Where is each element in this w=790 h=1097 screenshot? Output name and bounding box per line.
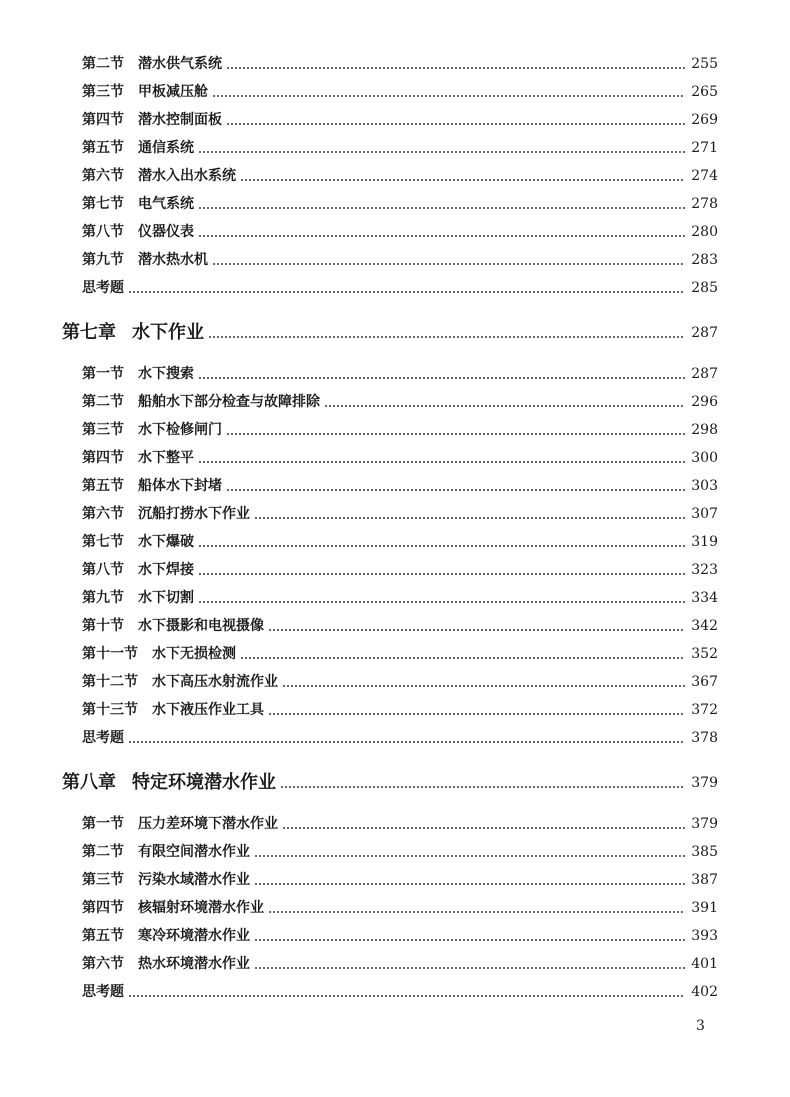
- section-entry: [82, 108, 718, 132]
- dot-leader: [282, 827, 685, 829]
- section-number: 第十二节: [82, 674, 138, 690]
- page-reference: 387: [691, 872, 718, 888]
- page-reference: 391: [691, 900, 718, 916]
- page-reference: 393: [691, 928, 718, 944]
- section-number: 第九节: [82, 590, 124, 606]
- section-title: 水下焊接: [138, 562, 194, 578]
- chapter-number: 第八章: [62, 772, 116, 793]
- dot-leader: [268, 713, 685, 715]
- section-entry: [82, 80, 718, 104]
- section-entry: [82, 220, 718, 244]
- section-number: 第二节: [82, 394, 124, 410]
- section-number: 第七节: [82, 196, 124, 212]
- review-questions-entry: [82, 980, 718, 1004]
- chapter-entry: [62, 771, 718, 795]
- section-entry: [82, 446, 718, 470]
- section-title: 污染水域潜水作业: [138, 872, 250, 888]
- section-title: 潜水控制面板: [138, 112, 222, 128]
- section-title: 水下整平: [138, 450, 194, 466]
- section-title: 压力差环境下潜水作业: [138, 816, 278, 832]
- section-entry: [82, 924, 718, 948]
- chapter-title: 特定环境潜水作业: [132, 772, 276, 793]
- section-title: 船舶水下部分检查与故障排除: [138, 394, 320, 410]
- section-number: 第十三节: [82, 702, 138, 718]
- section-number: 第九节: [82, 252, 124, 268]
- section-title: 水下爆破: [138, 534, 194, 550]
- page-reference: 287: [691, 366, 718, 382]
- section-title: 水下摄影和电视摄像: [138, 618, 264, 634]
- dot-leader: [198, 573, 685, 575]
- chapter-number: 第七章: [62, 322, 116, 343]
- section-title: 水下高压水射流作业: [152, 674, 278, 690]
- review-questions-entry: [82, 276, 718, 300]
- dot-leader: [254, 939, 685, 941]
- section-title: 电气系统: [138, 196, 194, 212]
- section-entry: [82, 868, 718, 892]
- dot-leader: [128, 291, 685, 293]
- dot-leader: [254, 855, 685, 857]
- section-entry: [82, 642, 718, 666]
- dot-leader: [212, 95, 685, 97]
- page-reference: 342: [691, 618, 718, 634]
- section-title: 潜水入出水系统: [138, 168, 236, 184]
- section-number: 第六节: [82, 506, 124, 522]
- dot-leader: [226, 489, 685, 491]
- dot-leader: [198, 207, 685, 209]
- dot-leader: [198, 151, 685, 153]
- section-number: 第三节: [82, 872, 124, 888]
- section-number: 第五节: [82, 478, 124, 494]
- section-number: 第四节: [82, 450, 124, 466]
- dot-leader: [198, 235, 685, 237]
- page-reference: 278: [691, 196, 718, 212]
- dot-leader: [324, 405, 685, 407]
- page-reference: 283: [691, 252, 718, 268]
- chapter-entry: [62, 321, 718, 345]
- page-reference: 352: [691, 646, 718, 662]
- page-number: 3: [696, 1018, 705, 1034]
- page-reference: 296: [691, 394, 718, 410]
- page-reference: 285: [691, 280, 718, 296]
- section-entry: [82, 248, 718, 272]
- dot-leader: [282, 685, 685, 687]
- dot-leader: [198, 545, 685, 547]
- dot-leader: [212, 263, 685, 265]
- section-title: 水下切割: [138, 590, 194, 606]
- section-number: 思考题: [82, 280, 124, 296]
- section-entry: [82, 52, 718, 76]
- review-questions-entry: [82, 726, 718, 750]
- page-reference: 280: [691, 224, 718, 240]
- page-reference: 300: [691, 450, 718, 466]
- page-reference: 255: [691, 56, 718, 72]
- section-title: 通信系统: [138, 140, 194, 156]
- section-title: 水下检修闸门: [138, 422, 222, 438]
- section-number: 第二节: [82, 56, 124, 72]
- section-number: 第四节: [82, 112, 124, 128]
- page-reference: 379: [691, 775, 718, 791]
- section-title: 核辐射环境潜水作业: [138, 900, 264, 916]
- section-title: 甲板减压舱: [138, 84, 208, 100]
- dot-leader: [268, 911, 685, 913]
- section-title: 有限空间潜水作业: [138, 844, 250, 860]
- section-entry: [82, 390, 718, 414]
- section-number: 第三节: [82, 422, 124, 438]
- dot-leader: [226, 433, 685, 435]
- dot-leader: [254, 883, 685, 885]
- page-reference: 323: [691, 562, 718, 578]
- section-number: 思考题: [82, 730, 124, 746]
- section-entry: [82, 136, 718, 160]
- page-reference: 298: [691, 422, 718, 438]
- section-number: 思考题: [82, 984, 124, 1000]
- dot-leader: [198, 601, 685, 603]
- page-reference: 402: [691, 984, 718, 1000]
- section-number: 第七节: [82, 534, 124, 550]
- dot-leader: [226, 67, 685, 69]
- page-reference: 265: [691, 84, 718, 100]
- section-number: 第六节: [82, 956, 124, 972]
- page-reference: 287: [691, 325, 718, 341]
- section-number: 第十一节: [82, 646, 138, 662]
- dot-leader: [240, 179, 685, 181]
- page-reference: 307: [691, 506, 718, 522]
- section-number: 第一节: [82, 816, 124, 832]
- section-title: 水下搜索: [138, 366, 194, 382]
- dot-leader: [254, 517, 685, 519]
- dot-leader: [226, 123, 685, 125]
- section-number: 第八节: [82, 562, 124, 578]
- section-entry: [82, 896, 718, 920]
- page-reference: 269: [691, 112, 718, 128]
- section-title: 水下无损检测: [152, 646, 236, 662]
- section-title: 热水环境潜水作业: [138, 956, 250, 972]
- section-title: 潜水供气系统: [138, 56, 222, 72]
- dot-leader: [268, 629, 685, 631]
- section-title: 潜水热水机: [138, 252, 208, 268]
- section-entry: [82, 840, 718, 864]
- section-entry: [82, 474, 718, 498]
- section-title: 沉船打捞水下作业: [138, 506, 250, 522]
- section-entry: [82, 698, 718, 722]
- section-title: 寒冷环境潜水作业: [138, 928, 250, 944]
- section-number: 第三节: [82, 84, 124, 100]
- section-entry: [82, 502, 718, 526]
- dot-leader: [128, 995, 685, 997]
- dot-leader: [208, 336, 685, 338]
- section-number: 第二节: [82, 844, 124, 860]
- dot-leader: [198, 377, 685, 379]
- section-entry: [82, 952, 718, 976]
- section-entry: [82, 362, 718, 386]
- dot-leader: [128, 741, 685, 743]
- section-entry: [82, 558, 718, 582]
- page-reference: 319: [691, 534, 718, 550]
- section-entry: [82, 164, 718, 188]
- page-reference: 385: [691, 844, 718, 860]
- section-entry: [82, 192, 718, 216]
- section-number: 第五节: [82, 928, 124, 944]
- section-entry: [82, 614, 718, 638]
- section-title: 仪器仪表: [138, 224, 194, 240]
- section-number: 第八节: [82, 224, 124, 240]
- chapter-title: 水下作业: [132, 322, 204, 343]
- section-title: 船体水下封堵: [138, 478, 222, 494]
- dot-leader: [240, 657, 685, 659]
- page-reference: 271: [691, 140, 718, 156]
- section-title: 水下液压作业工具: [152, 702, 264, 718]
- page-reference: 303: [691, 478, 718, 494]
- section-entry: [82, 670, 718, 694]
- dot-leader: [254, 967, 685, 969]
- section-number: 第四节: [82, 900, 124, 916]
- dot-leader: [280, 786, 685, 788]
- page-reference: 372: [691, 702, 718, 718]
- page-reference: 367: [691, 674, 718, 690]
- page-reference: 379: [691, 816, 718, 832]
- section-number: 第十节: [82, 618, 124, 634]
- section-entry: [82, 418, 718, 442]
- page-reference: 378: [691, 730, 718, 746]
- section-entry: [82, 530, 718, 554]
- section-entry: [82, 586, 718, 610]
- page-reference: 401: [691, 956, 718, 972]
- page-reference: 274: [691, 168, 718, 184]
- dot-leader: [198, 461, 685, 463]
- section-number: 第六节: [82, 168, 124, 184]
- section-entry: [82, 812, 718, 836]
- page-reference: 334: [691, 590, 718, 606]
- section-number: 第五节: [82, 140, 124, 156]
- section-number: 第一节: [82, 366, 124, 382]
